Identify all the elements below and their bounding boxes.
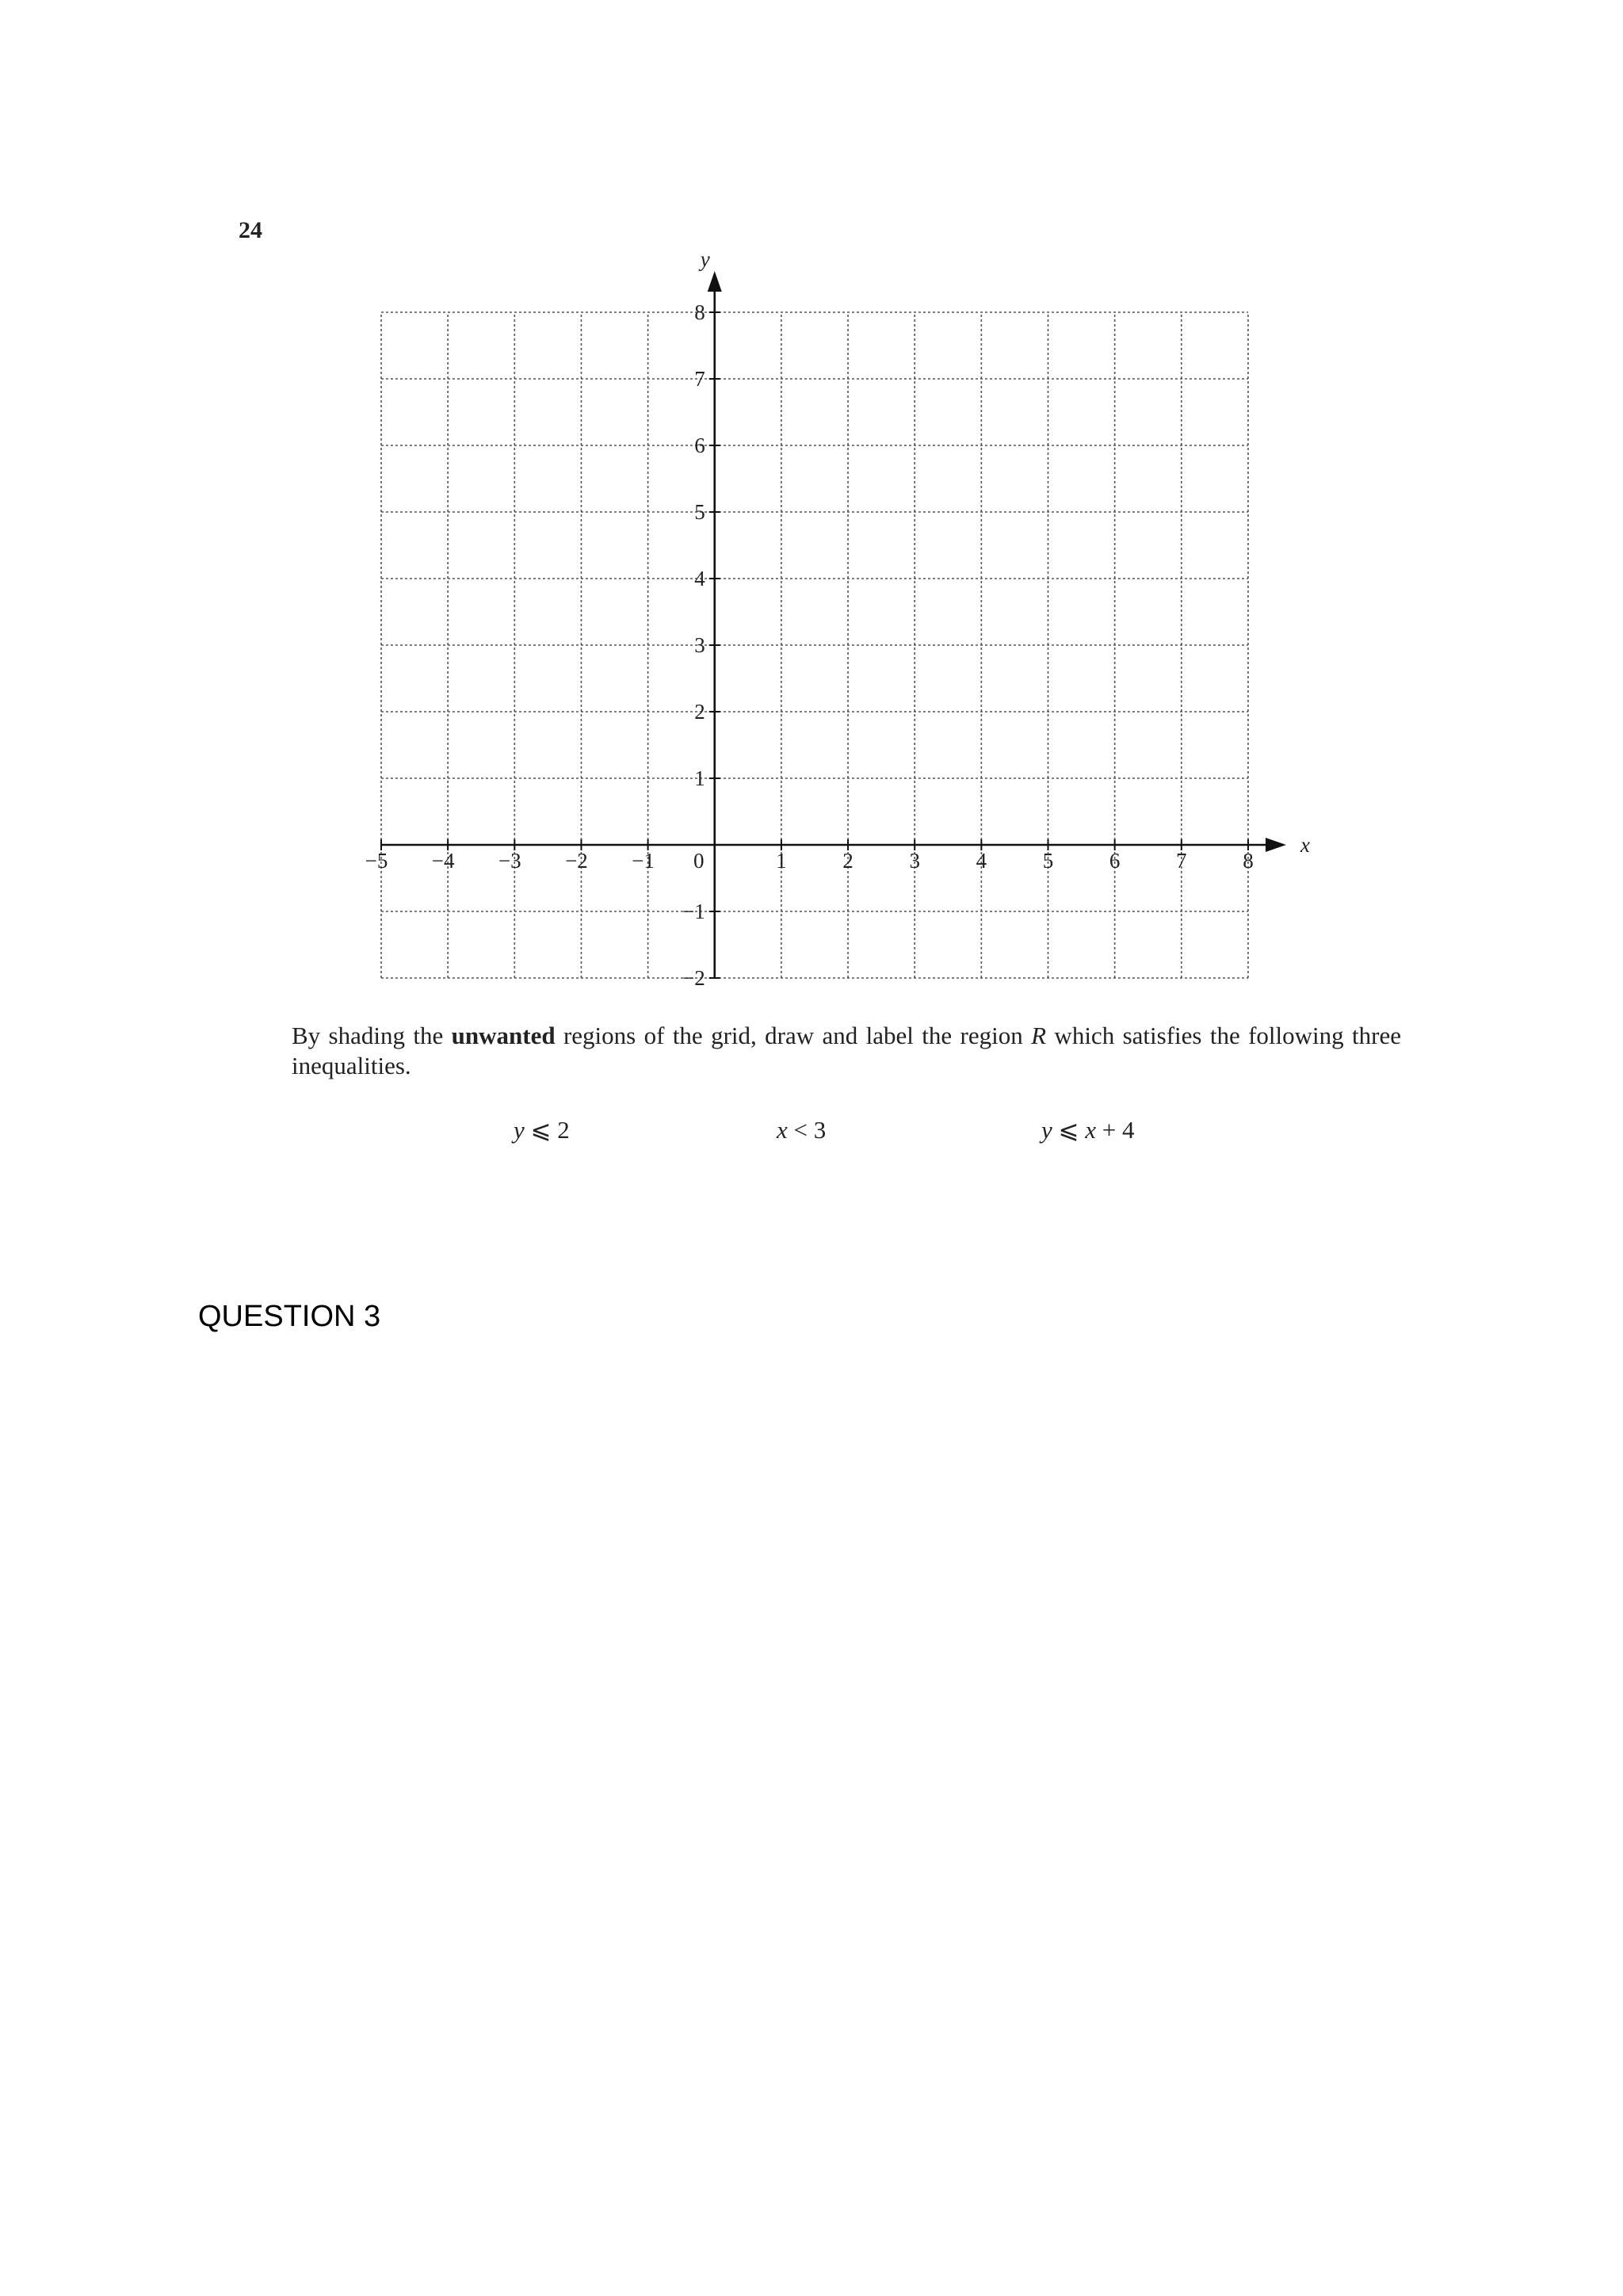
- x-tick-label: 4: [976, 849, 987, 873]
- x-tick-label: 1: [776, 849, 787, 873]
- x-tick-label: 5: [1042, 849, 1054, 873]
- inequality-3-rel: ⩽: [1052, 1116, 1086, 1144]
- x-axis-label: x: [1300, 833, 1310, 857]
- y-tick-label: −1: [682, 900, 705, 923]
- inequality-2: [777, 1116, 826, 1144]
- y-tick-label: 2: [694, 700, 705, 724]
- x-tick-label: 2: [842, 849, 854, 873]
- inequality-3-rhs-var: x: [1085, 1116, 1097, 1144]
- y-tick-label: 8: [694, 300, 705, 324]
- y-axis-arrowhead: [708, 271, 722, 292]
- y-tick-label: 1: [694, 766, 705, 790]
- x-tick-label: −2: [565, 849, 588, 873]
- question-number: 24: [239, 217, 262, 243]
- y-axis-label: y: [700, 247, 710, 271]
- x-tick-label: −5: [365, 849, 388, 873]
- inequality-3: [1041, 1116, 1135, 1144]
- y-tick-label: 4: [694, 567, 705, 590]
- y-tick-label: 5: [694, 500, 705, 524]
- x-tick-label: 8: [1243, 849, 1254, 873]
- instructions-part2: regions of the grid, draw and label the region: [555, 1022, 1032, 1049]
- inequality-3-var: y: [1041, 1116, 1052, 1144]
- question-label: QUESTION 3: [198, 1300, 381, 1333]
- y-tick-label: 6: [694, 434, 705, 457]
- x-tick-label: 7: [1176, 849, 1187, 873]
- coordinate-grid: [0, 0, 1623, 1007]
- instructions-bold-word: unwanted: [451, 1022, 556, 1049]
- x-tick-label: 6: [1109, 849, 1121, 873]
- x-axis-arrowhead: [1266, 838, 1286, 852]
- instructions-part1: By shading the: [292, 1022, 452, 1049]
- y-tick-label: 3: [694, 633, 705, 657]
- instructions-part3: which satisfies the following three inequalities.: [292, 1022, 1401, 1079]
- x-tick-label: −1: [632, 849, 655, 873]
- x-tick-label: 3: [909, 849, 920, 873]
- origin-label: 0: [693, 849, 705, 873]
- instructions-text: [292, 1021, 1401, 1081]
- inequality-2-var: x: [777, 1116, 788, 1144]
- inequality-2-rel: < 3: [787, 1116, 827, 1144]
- inequality-1: [514, 1116, 570, 1144]
- region-symbol: R: [1031, 1022, 1047, 1049]
- inequality-1-var: y: [514, 1116, 525, 1144]
- y-tick-label: 7: [694, 367, 705, 391]
- inequality-3-rhs-rest: + 4: [1096, 1116, 1135, 1144]
- x-tick-label: −4: [431, 849, 455, 873]
- y-tick-label: −2: [682, 966, 705, 990]
- x-tick-label: −3: [498, 849, 521, 873]
- inequality-1-rel: ⩽ 2: [524, 1116, 570, 1144]
